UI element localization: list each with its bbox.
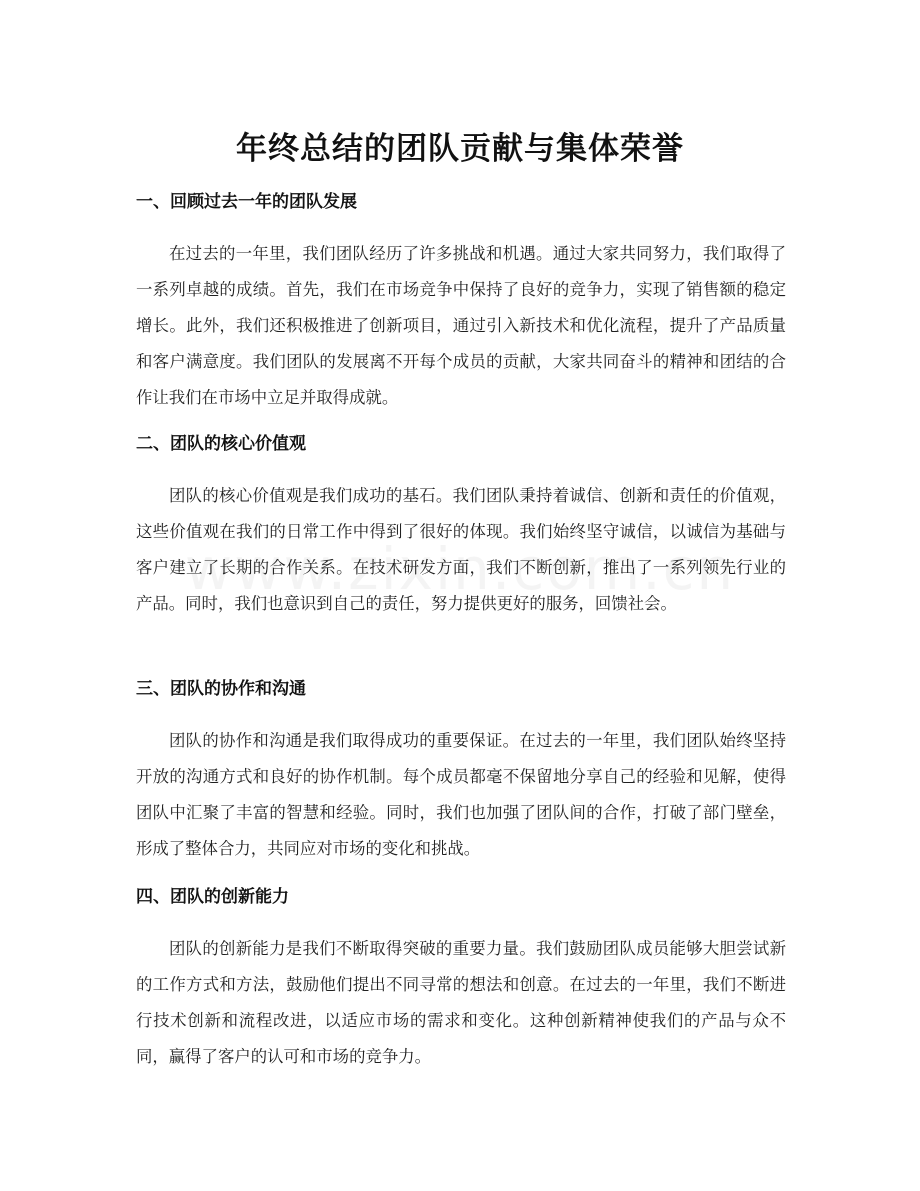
section-heading: 三、团队的协作和沟通 bbox=[136, 679, 306, 699]
section-paragraph: 团队的核心价值观是我们成功的基石。我们团队秉持着诚信、创新和责任的价值观，这些价值观在我们的日常工作中得到了很好的体现。我们始终坚守诚信，以诚信为基础与客户建立了长期的合作关系。在技术研发方面，我们不断创新，推出了一系列领先行业的产品。同时，我们也意识到自己的责任，努力提供更好的服务，回馈社会。 bbox=[136, 486, 786, 613]
section-paragraph: 在过去的一年里，我们团队经历了许多挑战和机遇。通过大家共同努力，我们取得了一系列卓越的成绩。首先，我们在市场竞争中保持了良好的竞争力，实现了销售额的稳定增长。此外，我们还积极推进了创新项目，通过引入新技术和优化流程，提升了产品质量和客户满意度。我们团队的发展离不开每个成员的贡献，大家共同奋斗的精神和团结的合作让我们在市场中立足并取得成就。 bbox=[136, 244, 786, 407]
section-innovation bbox=[136, 885, 786, 1075]
section-team-development bbox=[136, 190, 786, 416]
section-heading: 四、团队的创新能力 bbox=[136, 887, 289, 907]
section-heading: 一、回顾过去一年的团队发展 bbox=[136, 192, 357, 212]
section-paragraph: 团队的协作和沟通是我们取得成功的重要保证。在过去的一年里，我们团队始终坚持开放的沟通方式和良好的协作机制。每个成员都毫不保留地分享自己的经验和见解，使得团队中汇聚了丰富的智慧和经验。同时，我们也加强了团队间的合作，打破了部门壁垒，形成了整体合力，共同应对市场的变化和挑战。 bbox=[136, 731, 786, 858]
section-core-values bbox=[136, 432, 786, 622]
section-paragraph: 团队的创新能力是我们不断取得突破的重要力量。我们鼓励团队成员能够大胆尝试新的工作方式和方法，鼓励他们提出不同寻常的想法和创意。在过去的一年里，我们不断进行技术创新和流程改进，以适应市场的需求和变化。这种创新精神使我们的产品与众不同，赢得了客户的认可和市场的竞争力。 bbox=[136, 939, 786, 1066]
section-collaboration bbox=[136, 677, 786, 867]
page-title: 年终总结的团队贡献与集体荣誉 bbox=[236, 130, 684, 167]
section-heading: 二、团队的核心价值观 bbox=[136, 434, 306, 454]
